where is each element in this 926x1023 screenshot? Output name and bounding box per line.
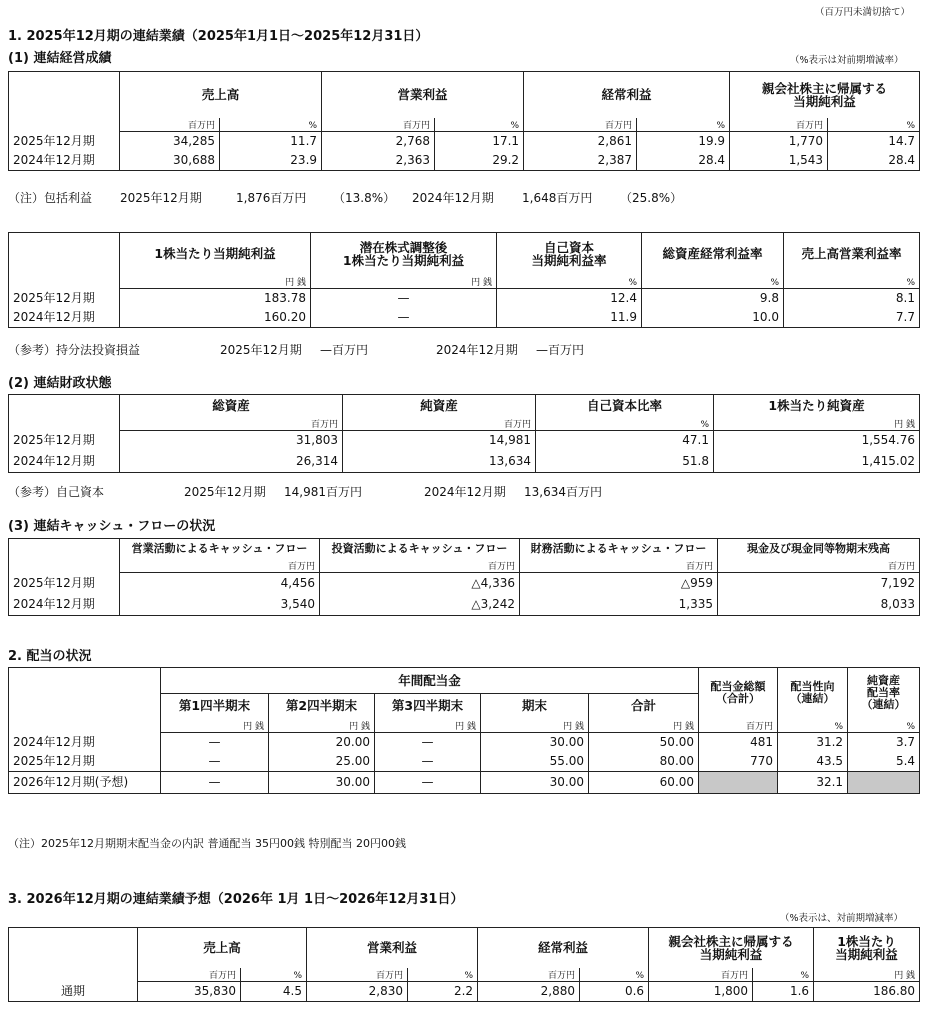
unit-cell: %: [435, 118, 524, 132]
header-line: （連結）: [790, 691, 835, 705]
unit-cell: 百万円: [120, 417, 343, 431]
unit-cell: 百万円: [649, 968, 753, 982]
cell: 23.9: [220, 151, 322, 171]
unit-cell: %: [828, 118, 920, 132]
cell: 30.00: [269, 772, 375, 794]
header-q2: 第2四半期末: [269, 694, 375, 718]
cell: —: [375, 752, 481, 772]
cell: —: [375, 733, 481, 752]
note-value: 1,648百万円: [522, 191, 593, 205]
note-period: 2025年12月期: [120, 191, 202, 205]
cell: △3,242: [320, 594, 520, 616]
equity-ref-note: [8, 486, 908, 502]
cell: 9.8: [642, 289, 784, 308]
cell: 1,554.76: [714, 431, 920, 451]
note-value: 14,981百万円: [284, 485, 362, 499]
cell: 50.00: [589, 733, 699, 752]
table-row: [9, 594, 920, 616]
header-investing-cf: 投資活動によるキャッシュ・フロー: [320, 539, 520, 559]
unit-cell: 百万円: [120, 559, 320, 573]
unit-cell: 百万円: [524, 118, 637, 132]
dividend-breakdown-note: （注）2025年12月期期末配当金の内訳 普通配当 35円00銭 特別配当 20円00銭: [8, 837, 406, 850]
header-ordinary-income: 経常利益: [478, 928, 649, 968]
table-row: [9, 772, 920, 794]
header-financing-cf: 財務活動によるキャッシュ・フロー: [520, 539, 718, 559]
header-total-assets: 総資産: [120, 395, 343, 417]
cell: 183.78: [120, 289, 311, 308]
cell: △4,336: [320, 573, 520, 594]
unit-cell: 円 銭: [269, 718, 375, 733]
unit-cell: %: [580, 968, 649, 982]
unit-cell: %: [408, 968, 478, 982]
note-value: —百万円: [320, 343, 369, 357]
header-line: 親会社株主に帰属する: [668, 933, 794, 949]
table-row: [9, 573, 920, 594]
row-label: 2025年12月期: [9, 752, 161, 772]
cell: 14,981: [343, 431, 536, 451]
cell: 7.7: [784, 308, 920, 328]
forecast-heading: 3. 2026年12月期の連結業績予想（2026年 1月 1日〜2026年12月31日）: [8, 892, 464, 907]
cell: 55.00: [481, 752, 589, 772]
forecast-table: [8, 927, 920, 1002]
unit-cell: %: [536, 417, 714, 431]
financial-position-table: [8, 394, 920, 473]
cell: 30,688: [120, 151, 220, 171]
cell: 1.6: [753, 982, 814, 1002]
cell: 35,830: [138, 982, 241, 1002]
cell: 186.80: [814, 982, 920, 1002]
row-label: 通期: [9, 982, 138, 1002]
header-net-income-line1: 親会社株主に帰属する: [762, 80, 888, 96]
cell: 60.00: [589, 772, 699, 794]
cell: △959: [520, 573, 718, 594]
cell: 1,335: [520, 594, 718, 616]
header-roa: 総資産経常利益率: [642, 233, 784, 275]
unit-cell: 百万円: [520, 559, 718, 573]
cell: 10.0: [642, 308, 784, 328]
unit-cell: %: [637, 118, 730, 132]
unit-cell: %: [241, 968, 307, 982]
row-label: 2025年12月期: [9, 289, 120, 308]
cell: 19.9: [637, 132, 730, 151]
table-row: [9, 151, 920, 171]
header-sales: 売上高: [138, 928, 307, 968]
row-label: 2024年12月期: [9, 451, 120, 473]
cell: 20.00: [269, 733, 375, 752]
unit-cell: %: [784, 275, 920, 289]
cell: 13,634: [343, 451, 536, 473]
operating-results-table: [8, 71, 920, 171]
note-value: 1,876百万円: [236, 191, 307, 205]
cell: 26,314: [120, 451, 343, 473]
cell: 2.2: [408, 982, 478, 1002]
cell: 80.00: [589, 752, 699, 772]
header-net-assets: 純資産: [343, 395, 536, 417]
note-period: 2024年12月期: [412, 191, 494, 205]
header-diluted-eps: [311, 233, 497, 275]
cell: —: [375, 772, 481, 794]
unit-cell: 百万円: [320, 559, 520, 573]
cell: 17.1: [435, 132, 524, 151]
cell: 4,456: [120, 573, 320, 594]
note-period: 2024年12月期: [436, 343, 518, 357]
header-equity-ratio: 自己資本比率: [536, 395, 714, 417]
header-line: 潜在株式調整後: [359, 239, 448, 255]
row-label: 2025年12月期: [9, 573, 120, 594]
header-line: （連結）: [861, 697, 906, 711]
table-row: [9, 752, 920, 772]
note-rate: （13.8%）: [333, 191, 396, 205]
cell: —: [161, 752, 269, 772]
unit-cell: 百万円: [138, 968, 241, 982]
cell: 31.2: [778, 733, 848, 752]
unit-cell: 円 銭: [375, 718, 481, 733]
cell-shaded: [699, 772, 778, 794]
cell: 29.2: [435, 151, 524, 171]
row-label: 2024年12月期: [9, 151, 120, 171]
cell: 5.4: [848, 752, 920, 772]
cell: 2,387: [524, 151, 637, 171]
cell: 51.8: [536, 451, 714, 473]
row-label: 2025年12月期: [9, 132, 120, 151]
header-operating-cf: 営業活動によるキャッシュ・フロー: [120, 539, 320, 559]
row-label: 2024年12月期: [9, 594, 120, 616]
note-period: 2025年12月期: [220, 343, 302, 357]
row-label: 2025年12月期: [9, 431, 120, 451]
header-total: 合計: [589, 694, 699, 718]
unit-cell: 百万円: [730, 118, 828, 132]
note-label: （注）包括利益: [8, 191, 93, 205]
cell: 1,770: [730, 132, 828, 151]
unit-cell: %: [753, 968, 814, 982]
cell: 770: [699, 752, 778, 772]
note-value: —百万円: [536, 343, 585, 357]
header-net-income: [649, 928, 814, 968]
note-label: （参考）持分法投資損益: [8, 343, 141, 357]
note-period: 2025年12月期: [184, 485, 266, 499]
cell: 11.7: [220, 132, 322, 151]
header-payout-ratio: [778, 668, 848, 718]
unit-cell: 円 銭: [481, 718, 589, 733]
unit-cell: %: [642, 275, 784, 289]
table-row: [9, 289, 920, 308]
dividends-table: [8, 667, 920, 794]
header-ordinary-income: 経常利益: [524, 72, 730, 118]
unit-cell: 円 銭: [120, 275, 311, 289]
unit-cell: %: [778, 718, 848, 733]
cell: 2,861: [524, 132, 637, 151]
header-line: 配当率: [867, 685, 901, 699]
cell-shaded: [848, 772, 920, 794]
cell: 43.5: [778, 752, 848, 772]
unit-cell: 円 銭: [814, 968, 920, 982]
cell: 3,540: [120, 594, 320, 616]
cell: —: [311, 289, 497, 308]
unit-cell: 百万円: [699, 718, 778, 733]
cell: 31,803: [120, 431, 343, 451]
table-row: [9, 431, 920, 451]
header-line: 当期純利益率: [531, 252, 607, 268]
header-line: 配当性向: [790, 680, 835, 694]
cell: 1,543: [730, 151, 828, 171]
header-operating-income: 営業利益: [322, 72, 524, 118]
unit-cell: 円 銭: [589, 718, 699, 733]
row-label: 2024年12月期: [9, 308, 120, 328]
cell: 0.6: [580, 982, 649, 1002]
header-cash-balance: 現金及び現金同等物期末残高: [718, 539, 920, 559]
cell: 2,830: [307, 982, 408, 1002]
header-line: 1株当たり当期純利益: [342, 252, 465, 268]
header-line: 配当金総額: [710, 680, 766, 694]
unit-cell: 百万円: [343, 417, 536, 431]
header-roe: [497, 233, 642, 275]
table-row: [9, 733, 920, 752]
header-operating-income: 営業利益: [307, 928, 478, 968]
cell: 32.1: [778, 772, 848, 794]
cell: 14.7: [828, 132, 920, 151]
cell: 8,033: [718, 594, 920, 616]
cash-flow-heading: (3) 連結キャッシュ・フローの状況: [8, 519, 216, 534]
header-line: 自己資本: [543, 239, 594, 255]
cell: 160.20: [120, 308, 311, 328]
cell: 1,415.02: [714, 451, 920, 473]
note-rate: （25.8%）: [620, 191, 683, 205]
cell: 28.4: [828, 151, 920, 171]
header-annual-dividends: 年間配当金: [161, 668, 699, 694]
cell: 7,192: [718, 573, 920, 594]
header-eps: 1株当たり当期純利益: [120, 233, 311, 275]
unit-cell: 百万円: [718, 559, 920, 573]
financial-position-heading: (2) 連結財政状態: [8, 376, 112, 391]
note-label: （参考）自己資本: [8, 485, 105, 499]
cell: 1,800: [649, 982, 753, 1002]
cell: 8.1: [784, 289, 920, 308]
header-sales: 売上高: [120, 72, 322, 118]
cell: —: [311, 308, 497, 328]
cell: 25.00: [269, 752, 375, 772]
row-label: 2024年12月期: [9, 733, 161, 752]
per-share-table: [8, 232, 920, 328]
cell: 30.00: [481, 772, 589, 794]
cell: —: [161, 772, 269, 794]
header-bps: 1株当たり純資産: [714, 395, 920, 417]
header-line: 純資産: [867, 674, 901, 688]
unit-cell: 円 銭: [714, 417, 920, 431]
unit-cell: 円 銭: [311, 275, 497, 289]
cash-flow-table: [8, 538, 920, 616]
cell: 34,285: [120, 132, 220, 151]
cell: 2,768: [322, 132, 435, 151]
unit-cell: 百万円: [478, 968, 580, 982]
header-q3: 第3四半期末: [375, 694, 481, 718]
rounding-note: （百万円未満切捨て）: [815, 7, 911, 18]
header-net-income: [730, 72, 920, 118]
note-period: 2024年12月期: [424, 485, 506, 499]
cell: 30.00: [481, 733, 589, 752]
unit-cell: 百万円: [307, 968, 408, 982]
table-row: [9, 451, 920, 473]
table-row: [9, 308, 920, 328]
cell: 47.1: [536, 431, 714, 451]
header-net-income-line2: 当期純利益: [793, 93, 856, 109]
dividends-heading: 2. 配当の状況: [8, 649, 92, 664]
comprehensive-income-note: [8, 192, 908, 208]
table-row: [9, 982, 920, 1002]
header-q1: 第1四半期末: [161, 694, 269, 718]
unit-cell: 百万円: [322, 118, 435, 132]
header-line: （合計）: [716, 691, 761, 705]
cell: 12.4: [497, 289, 642, 308]
cell: 4.5: [241, 982, 307, 1002]
pct-note: （%表示は対前期増減率）: [790, 55, 904, 66]
unit-cell: %: [848, 718, 920, 733]
header-line: 当期純利益: [699, 946, 763, 962]
cell: —: [161, 733, 269, 752]
unit-cell: 百万円: [120, 118, 220, 132]
cell: 11.9: [497, 308, 642, 328]
header-line: 当期純利益: [835, 946, 898, 962]
section1-title: 1. 2025年12月期の連結業績（2025年1月1日〜2025年12月31日）: [8, 29, 429, 44]
header-line: 1株当たり: [837, 933, 896, 949]
unit-cell: 円 銭: [161, 718, 269, 733]
cell: 3.7: [848, 733, 920, 752]
header-eps: [814, 928, 920, 968]
header-op-margin: 売上高営業利益率: [784, 233, 920, 275]
cell: 2,880: [478, 982, 580, 1002]
header-doe: [848, 668, 920, 718]
operating-results-heading: (1) 連結経営成績: [8, 51, 112, 66]
row-label: 2026年12月期(予想): [9, 772, 161, 794]
note-value: 13,634百万円: [524, 485, 602, 499]
header-year-end: 期末: [481, 694, 589, 718]
cell: 481: [699, 733, 778, 752]
forecast-pct-note: （%表示は、対前期増減率）: [780, 913, 904, 924]
cell: 2,363: [322, 151, 435, 171]
cell: 28.4: [637, 151, 730, 171]
unit-cell: %: [497, 275, 642, 289]
table-row: [9, 132, 920, 151]
header-total-dividends: [699, 668, 778, 718]
unit-cell: %: [220, 118, 322, 132]
equity-method-note: [8, 344, 908, 360]
corner-cell: [9, 72, 120, 118]
